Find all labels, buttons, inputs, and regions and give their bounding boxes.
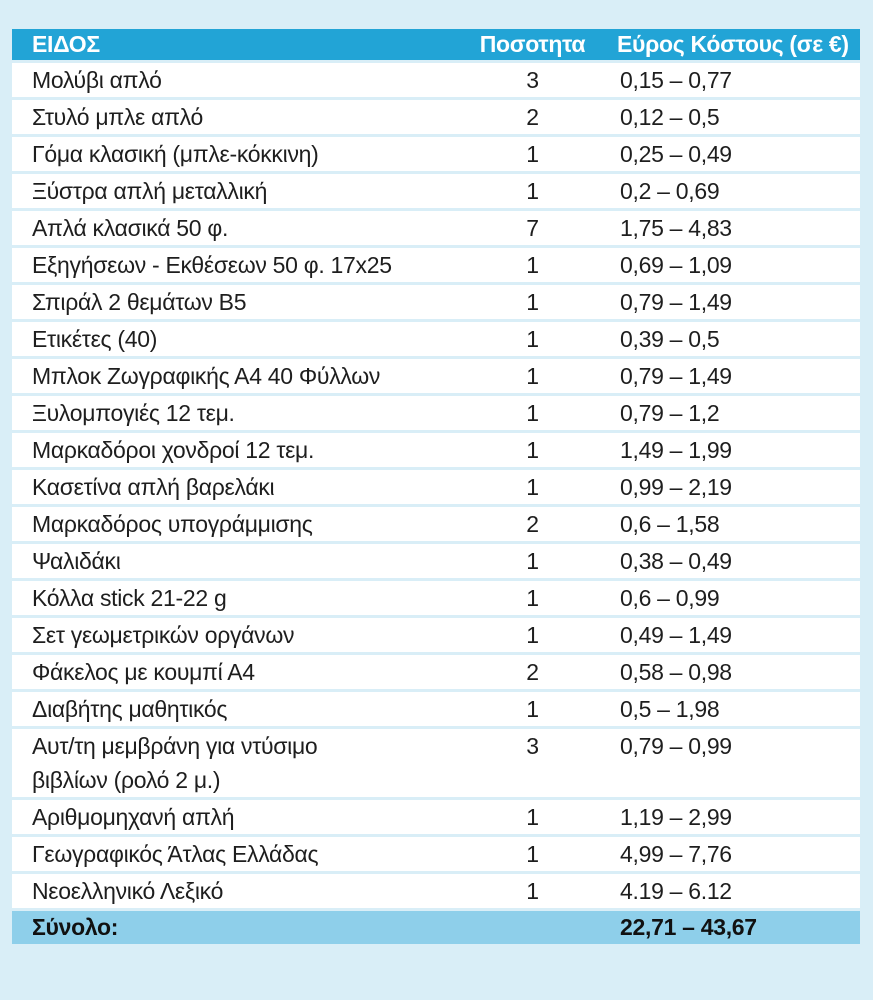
item-cost: 0,79 – 1,49 [615,359,860,393]
table-row [12,63,860,97]
item-name: Μαρκαδόρος υπογράμμισης [12,507,450,541]
table-row [12,137,860,171]
item-cost: 0,58 – 0,98 [615,655,860,689]
table-row [12,655,860,689]
item-quantity: 1 [450,433,615,467]
item-name: Μολύβι απλό [12,63,450,97]
total-row [12,911,860,944]
item-quantity: 1 [450,800,615,834]
item-name: Γεωγραφικός Άτλας Ελλάδας [12,837,450,871]
item-cost: 0,38 – 0,49 [615,544,860,578]
table-row [12,729,860,797]
item-cost: 0,2 – 0,69 [615,174,860,208]
item-name: Μαρκαδόροι χονδροί 12 τεμ. [12,433,450,467]
item-name: Στυλό μπλε απλό [12,100,450,134]
item-quantity: 1 [450,581,615,615]
table-row [12,507,860,541]
item-name-multiline [12,729,450,797]
item-name-line-2: βιβλίων (ρολό 2 μ.) [32,767,221,793]
table-row [12,544,860,578]
school-supplies-table [12,26,860,947]
table-row [12,248,860,282]
table-header-row [12,29,860,60]
item-cost: 4.19 – 6.12 [615,874,860,908]
table-row [12,692,860,726]
item-name: Ετικέτες (40) [12,322,450,356]
table-row [12,433,860,467]
item-quantity: 1 [450,618,615,652]
item-quantity: 2 [450,655,615,689]
item-name: Εξηγήσεων - Εκθέσεων 50 φ. 17x25 [12,248,450,282]
total-label: Σύνολο: [12,911,450,944]
item-name: Σετ γεωμετρικών οργάνων [12,618,450,652]
item-quantity: 1 [450,174,615,208]
item-cost: 0,39 – 0,5 [615,322,860,356]
table-row [12,581,860,615]
table-row [12,470,860,504]
item-name: Ψαλιδάκι [12,544,450,578]
item-quantity: 2 [450,507,615,541]
item-name: Ξύστρα απλή μεταλλική [12,174,450,208]
item-cost: 0,25 – 0,49 [615,137,860,171]
table-row [12,396,860,430]
item-quantity: 1 [450,837,615,871]
item-cost: 0,99 – 2,19 [615,470,860,504]
item-name: Γόμα κλασική (μπλε-κόκκινη) [12,137,450,171]
table-row [12,322,860,356]
item-quantity: 3 [450,63,615,97]
item-quantity: 2 [450,100,615,134]
item-name: Απλά κλασικά 50 φ. [12,211,450,245]
item-cost: 4,99 – 7,76 [615,837,860,871]
item-cost: 0,6 – 0,99 [615,581,860,615]
item-name: Μπλοκ Ζωγραφικής Α4 40 Φύλλων [12,359,450,393]
item-cost: 0,79 – 1,49 [615,285,860,319]
header-item: ΕΙΔΟΣ [12,29,450,60]
table-row [12,174,860,208]
item-quantity: 1 [450,137,615,171]
header-cost-range: Εύρος Κόστους (σε €) [615,29,860,60]
header-quantity: Ποσοτητα [450,29,615,60]
table-row [12,837,860,871]
item-quantity: 1 [450,285,615,319]
item-name: Νεοελληνικό Λεξικό [12,874,450,908]
item-quantity: 1 [450,322,615,356]
table-row [12,800,860,834]
item-cost: 1,19 – 2,99 [615,800,860,834]
item-name: Σπιράλ 2 θεμάτων B5 [12,285,450,319]
item-cost: 0,6 – 1,58 [615,507,860,541]
item-cost: 0,49 – 1,49 [615,618,860,652]
item-cost: 0,15 – 0,77 [615,63,860,97]
item-name: Φάκελος με κουμπί Α4 [12,655,450,689]
table-row [12,211,860,245]
item-cost: 0,12 – 0,5 [615,100,860,134]
item-cost: 0,79 – 0,99 [615,729,860,797]
item-cost: 0,5 – 1,98 [615,692,860,726]
table-row [12,285,860,319]
item-cost: 0,79 – 1,2 [615,396,860,430]
total-value: 22,71 – 43,67 [615,911,860,944]
item-quantity: 3 [450,729,615,797]
table-row [12,874,860,908]
item-quantity: 1 [450,359,615,393]
item-quantity: 1 [450,396,615,430]
item-name-line-1: Αυτ/τη μεμβράνη για ντύσιμο [32,733,318,759]
item-quantity: 1 [450,470,615,504]
item-quantity: 1 [450,248,615,282]
table-row [12,359,860,393]
table-row [12,100,860,134]
item-cost: 1,75 – 4,83 [615,211,860,245]
item-name: Κασετίνα απλή βαρελάκι [12,470,450,504]
table-row [12,618,860,652]
item-name: Ξυλομπογιές 12 τεμ. [12,396,450,430]
total-spacer [450,911,615,944]
item-cost: 1,49 – 1,99 [615,433,860,467]
item-cost: 0,69 – 1,09 [615,248,860,282]
item-name: Διαβήτης μαθητικός [12,692,450,726]
item-quantity: 1 [450,544,615,578]
item-quantity: 7 [450,211,615,245]
item-name: Κόλλα stick 21-22 g [12,581,450,615]
item-quantity: 1 [450,874,615,908]
item-name: Αριθμομηχανή απλή [12,800,450,834]
item-quantity: 1 [450,692,615,726]
